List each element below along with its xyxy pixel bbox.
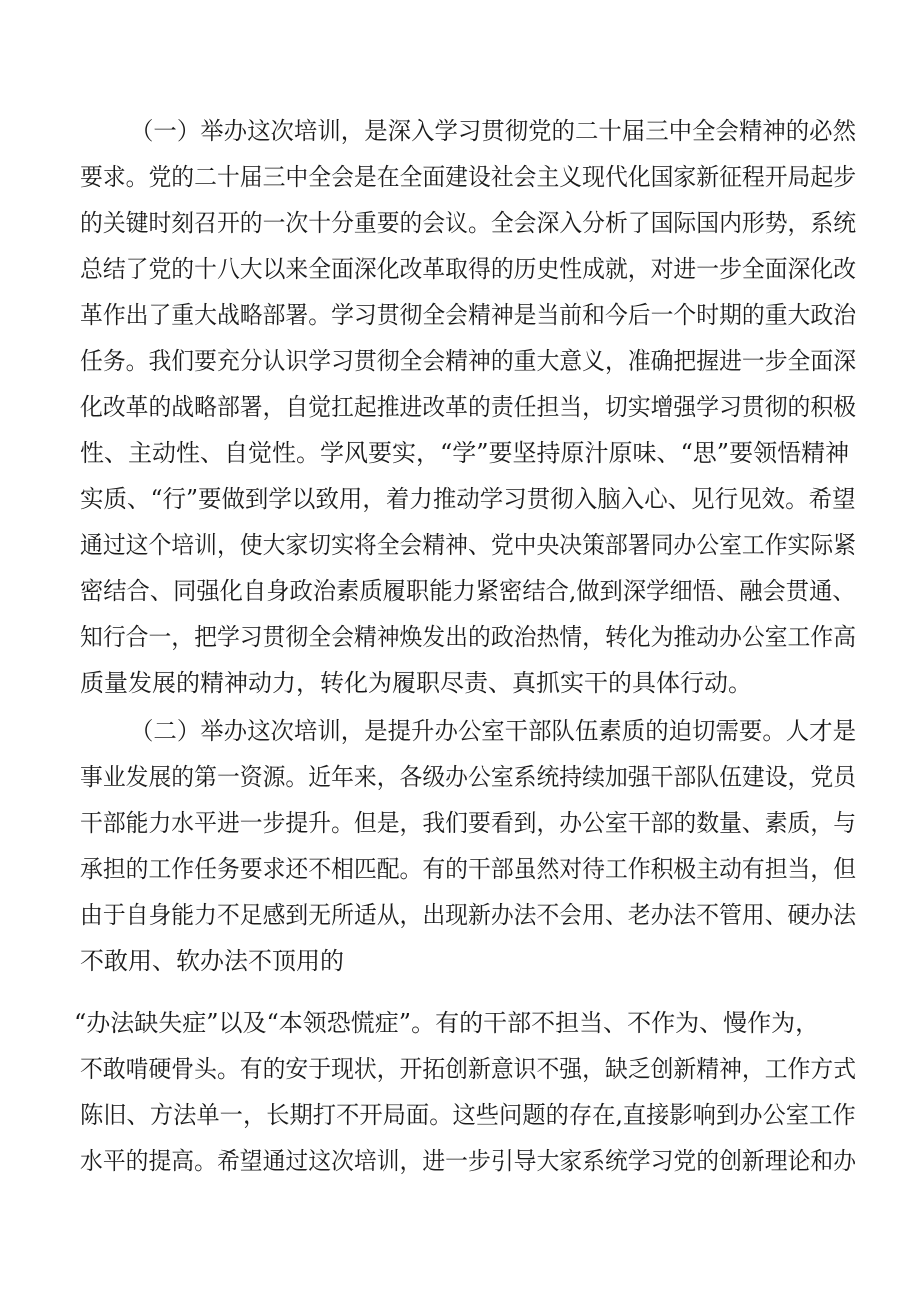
paragraph-3-line [0,1141,920,1181]
text-line: 干部能力水平进一步提升。但是，我们要看到，办公室干部的数量、素质，与 [80,809,857,837]
text-line: 化改革的战略部署，自觉扛起推进改革的责任担当，切实增强学习贯彻的积极 [80,393,857,421]
text-line: 不敢用、软办法不顶用的 [80,947,344,975]
text-line: 承担的工作任务要求还不相匹配。有的干部虽然对待工作积极主动有担当，但 [80,855,857,883]
text-line: （二）举办这次培训，是提升办公室干部队伍素质的迫切需要。人才是 [130,717,856,745]
paragraph-1-line [0,525,920,565]
text-line: 事业发展的第一资源。近年来，各级办公室系统持续加强干部队伍建设，党员 [80,763,857,791]
text-line: 不敢啃硬骨头。有的安于现状，开拓创新意识不强，缺乏创新精神，工作方式 [80,1055,857,1083]
text-line: 陈旧、方法单一，长期打不开局面。这些问题的存在,直接影响到办公室工作 [80,1101,856,1129]
text-line: “办法缺失症”以及“本领恐慌症”。有的干部不担当、不作为、慢作为， [74,1009,820,1037]
text-line: 任务。我们要充分认识学习贯彻全会精神的重大意义，准确把握进一步全面深 [80,347,857,375]
text-line: 实质、“行”要做到学以致用，着力推动学习贯彻入脑入心、见行见效。希望 [80,485,856,513]
text-line: （一）举办这次培训，是深入学习贯彻党的二十届三中全会精神的必然 [130,117,856,145]
paragraph-1-line [0,387,920,427]
paragraph-1-line [0,295,920,335]
paragraph-1-line [0,617,920,657]
text-line: 性、主动性、自觉性。学风要实，“学”要坚持原汁原味、“思”要领悟精神 [80,439,850,467]
paragraph-1-line [0,249,920,289]
paragraph-1-line [0,203,920,243]
paragraph-2-line [0,711,920,751]
paragraph-2-line [0,941,920,981]
paragraph-1-line [0,111,920,151]
paragraph-1-line [0,479,920,519]
text-line: 要求。党的二十届三中全会是在全面建设社会主义现代化国家新征程开局起步 [80,163,857,191]
paragraph-1-line [0,433,920,473]
paragraph-3-line [0,1049,920,1089]
text-line: 知行合一，把学习贯彻全会精神焕发出的政治热情，转化为推动办公室工作高 [80,623,857,651]
text-line: 由于自身能力不足感到无所适从，出现新办法不会用、老办法不管用、硬办法 [80,901,857,929]
paragraph-1-line [0,341,920,381]
text-line: 革作出了重大战略部署。学习贯彻全会精神是当前和今后一个时期的重大政治 [80,301,857,329]
paragraph-3-line [0,1003,920,1043]
text-line: 总结了党的十八大以来全面深化改革取得的历史性成就，对进一步全面深化改 [80,255,857,283]
paragraph-3-line [0,1095,920,1135]
text-line: 质量发展的精神动力，转化为履职尽责、真抓实干的具体行动。 [80,669,752,697]
paragraph-1-line [0,571,920,611]
paragraph-2-line [0,895,920,935]
text-line: 的关键时刻召开的一次十分重要的会议。全会深入分析了国际国内形势，系统 [80,209,857,237]
text-line: 通过这个培训，使大家切实将全会精神、党中央决策部署同办公室工作实际紧 [80,531,857,559]
text-line: 水平的提高。希望通过这次培训，进一步引导大家系统学习党的创新理论和办 [80,1147,857,1175]
paragraph-1-line [0,663,920,703]
paragraph-2-line [0,849,920,889]
paragraph-1-line [0,157,920,197]
text-line: 密结合、同强化自身政治素质履职能力紧密结合,做到深学细悟、融会贯通、 [80,577,856,605]
paragraph-2-line [0,803,920,843]
paragraph-2-line [0,757,920,797]
